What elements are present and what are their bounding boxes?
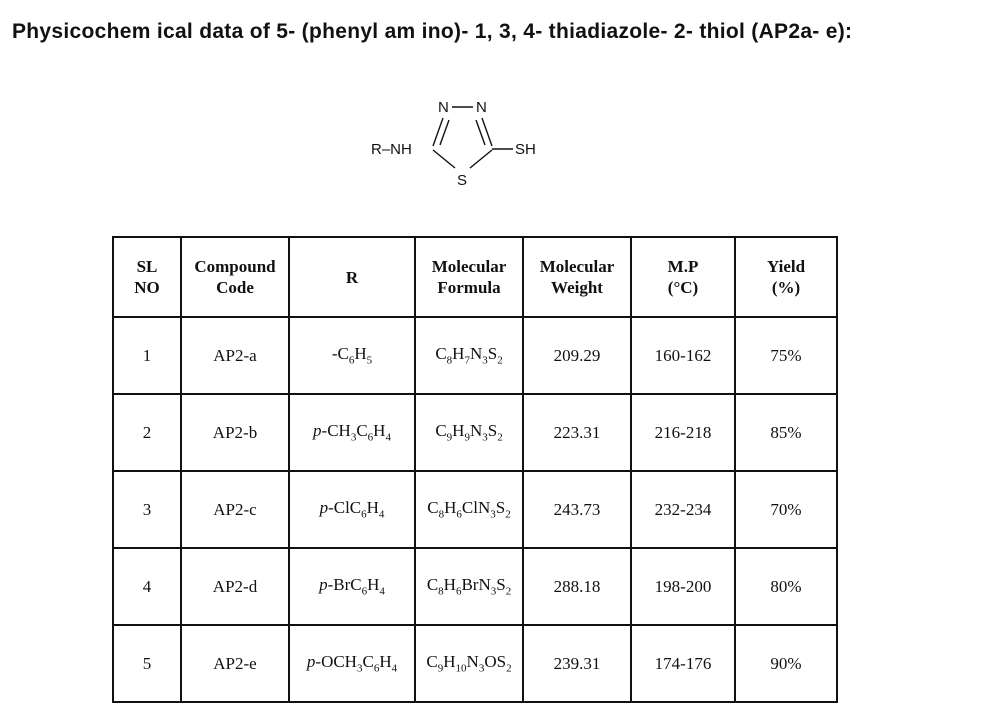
cell-r-group: $p-ClC_6H_4$: [289, 471, 415, 548]
structure-sh-label: SH: [515, 141, 536, 158]
cell-molecular-weight: 243.73: [523, 471, 631, 548]
table-header-row: [113, 237, 837, 317]
cell-r-group: $-C_6H_5$: [289, 317, 415, 394]
cell-compound-code: AP2-d: [181, 548, 289, 625]
cell-compound-code: AP2-e: [181, 625, 289, 702]
table-row: [113, 548, 837, 625]
cell-molecular-formula: $C_8H_6BrN_3S_2$: [415, 548, 523, 625]
cell-sl-no: 4: [113, 548, 181, 625]
cell-sl-no: 3: [113, 471, 181, 548]
structure-s-label: S: [457, 172, 468, 188]
structure-lower-left-bond: [433, 150, 455, 168]
cell-melting-point: 160-162: [631, 317, 735, 394]
cell-r-group: $p-BrC_6H_4$: [289, 548, 415, 625]
cell-yield: 70%: [735, 471, 837, 548]
cell-molecular-weight: 223.31: [523, 394, 631, 471]
cell-compound-code: AP2-b: [181, 394, 289, 471]
header-molecular-weight: Molecular Weight: [523, 237, 631, 317]
cell-yield: 80%: [735, 548, 837, 625]
thiadiazole-structure-diagram: [355, 88, 565, 188]
cell-melting-point: 174-176: [631, 625, 735, 702]
cell-molecular-formula: $C_8H_7N_3S_2$: [415, 317, 523, 394]
cell-molecular-weight: 209.29: [523, 317, 631, 394]
table-row: [113, 625, 837, 702]
cell-molecular-formula: $C_9H_9N_3S_2$: [415, 394, 523, 471]
structure-lower-right-bond: [470, 150, 492, 168]
header-melting-point: M.P (°C): [631, 237, 735, 317]
cell-sl-no: 1: [113, 317, 181, 394]
structure-r-nh-label: R–NH: [371, 141, 412, 158]
cell-melting-point: 216-218: [631, 394, 735, 471]
cell-yield: 75%: [735, 317, 837, 394]
cell-melting-point: 232-234: [631, 471, 735, 548]
cell-molecular-weight: 239.31: [523, 625, 631, 702]
header-compound-code: Compound Code: [181, 237, 289, 317]
cell-melting-point: 198-200: [631, 548, 735, 625]
header-yield: Yield (%): [735, 237, 837, 317]
header-sl-no: SL NO: [113, 237, 181, 317]
structure-n2-label: N: [476, 99, 487, 116]
cell-yield: 85%: [735, 394, 837, 471]
cell-molecular-formula: $C_9H_{10}N_3OS_2$: [415, 625, 523, 702]
table-row: [113, 394, 837, 471]
cell-sl-no: 2: [113, 394, 181, 471]
table-row: [113, 471, 837, 548]
cell-compound-code: AP2-c: [181, 471, 289, 548]
table-row: [113, 317, 837, 394]
cell-compound-code: AP2-a: [181, 317, 289, 394]
page-title: Physicochem ical data of 5- (phenyl am ino)- 1, 3, 4- thiadiazole- 2- thiol (AP2a- e):: [12, 20, 853, 43]
cell-r-group: $p-OCH_3C_6H_4$: [289, 625, 415, 702]
cell-r-group: $p-CH_3C_6H_4$: [289, 394, 415, 471]
physicochemical-data-table: [112, 236, 838, 703]
cell-sl-no: 5: [113, 625, 181, 702]
structure-n1-label: N: [438, 99, 449, 116]
header-r: R: [289, 237, 415, 317]
cell-molecular-formula: $C_8H_6ClN_3S_2$: [415, 471, 523, 548]
cell-molecular-weight: 288.18: [523, 548, 631, 625]
cell-yield: 90%: [735, 625, 837, 702]
header-molecular-formula: Molecular Formula: [415, 237, 523, 317]
